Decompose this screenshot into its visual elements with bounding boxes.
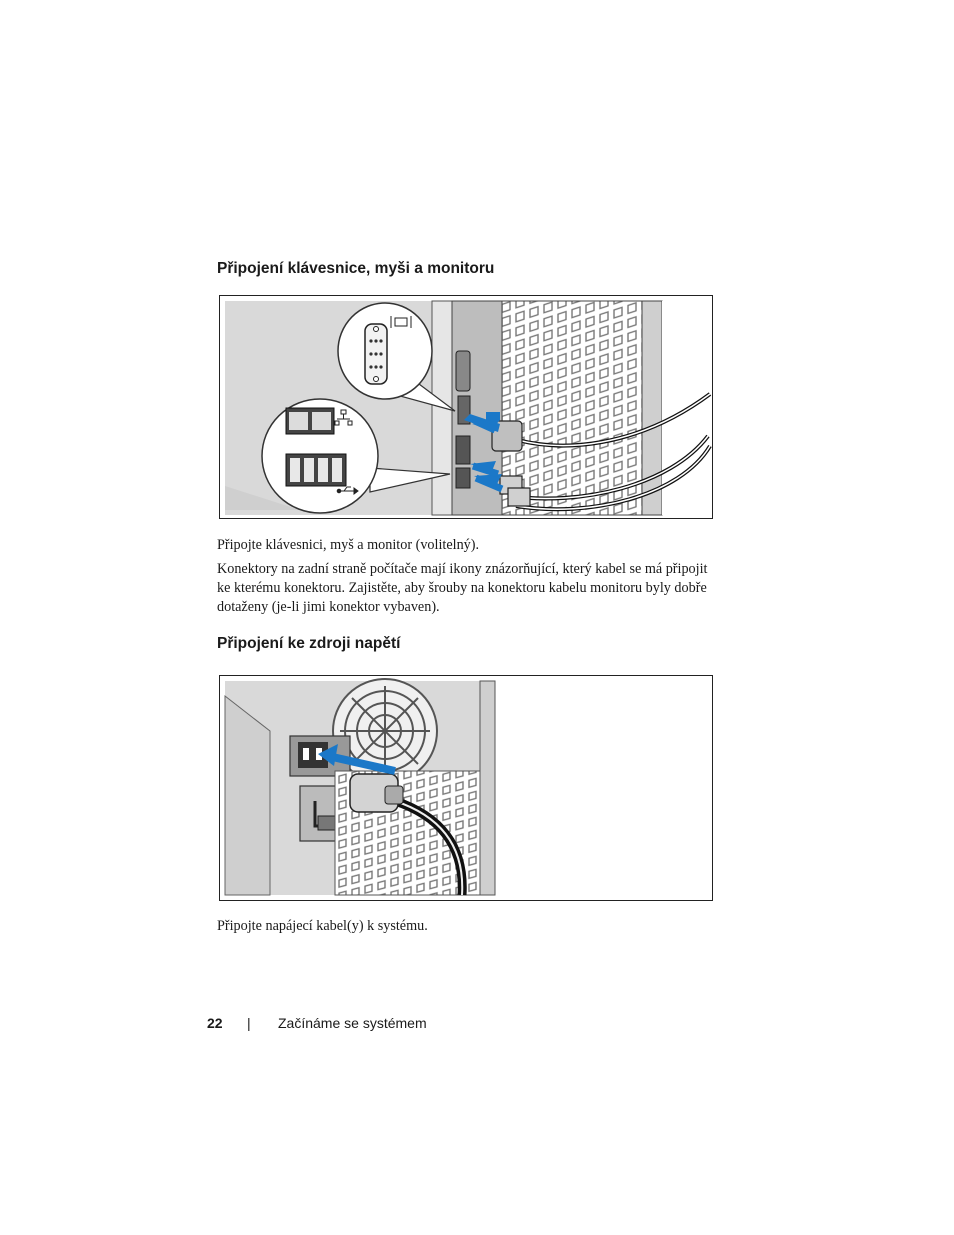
footer-separator: | bbox=[247, 1015, 251, 1031]
section-heading-keyboard-mouse-monitor: Připojení klávesnice, myši a monitoru bbox=[217, 260, 495, 277]
vent-grille bbox=[502, 301, 642, 515]
paragraph-connector-icons: Konektory na zadní straně počítače mají ikony znázorňující, který kabel se má připojit ke kterému konektoru. Zajistěte, aby šrouby na konektoru kabelu monitoru byly dobře dotaženy (je-li jimi konektor vybaven). bbox=[217, 561, 708, 615]
figure-connect-keyboard-mouse-monitor bbox=[219, 295, 713, 519]
illustration-rear-connectors bbox=[220, 296, 713, 519]
caption-connect-keyboard-mouse-monitor: Připojte klávesnici, myš a monitor (volitelný). bbox=[217, 537, 480, 553]
usb-plug-2 bbox=[508, 488, 530, 506]
page-number: 22 bbox=[207, 1015, 223, 1031]
section-heading-power: Připojení ke zdroji napětí bbox=[217, 635, 401, 652]
chapter-title: Začínáme se systémem bbox=[278, 1015, 427, 1031]
caption-connect-power: Připojte napájecí kabel(y) k systému. bbox=[217, 918, 428, 934]
figure-connect-power bbox=[219, 675, 713, 901]
illustration-power-connector bbox=[220, 676, 713, 901]
